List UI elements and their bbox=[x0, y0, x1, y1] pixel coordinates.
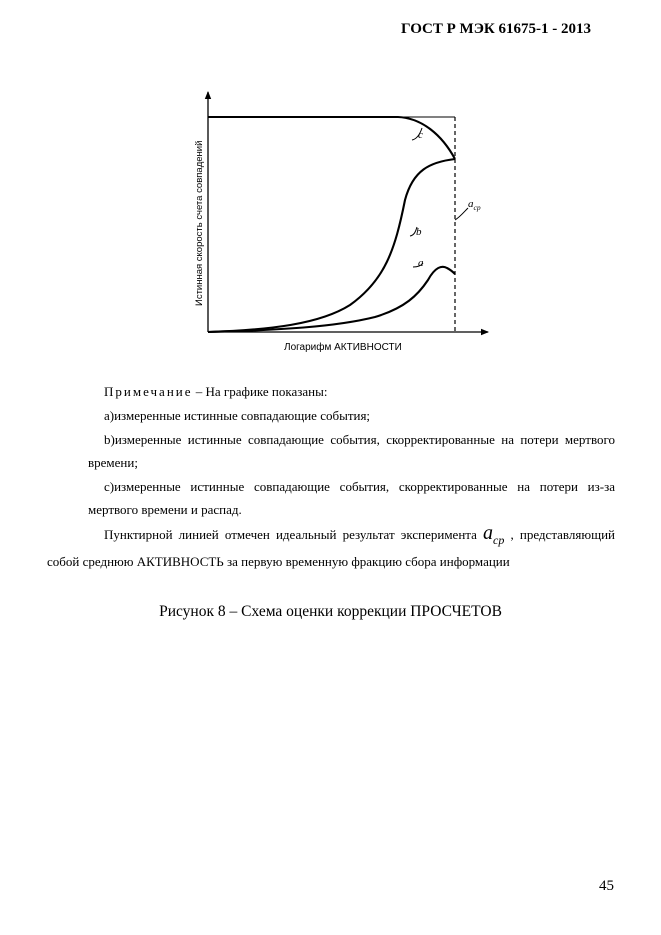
note-item-c-line2: мертвого времени и распад. bbox=[88, 502, 242, 517]
paragraph-line1-before: Пунктирной линией отмечен идеальный результат эксперимента bbox=[104, 527, 484, 542]
x-axis-label: Логарифм АКТИВНОСТИ bbox=[284, 342, 402, 353]
note-heading bbox=[104, 383, 327, 401]
paragraph-line1 bbox=[104, 524, 615, 549]
document-header: ГОСТ Р МЭК 61675-1 - 2013 bbox=[401, 21, 591, 37]
curve-label-b: b bbox=[416, 226, 422, 238]
paragraph-line2: собой среднюю АКТИВНОСТЬ за первую временную фракцию сбора информации bbox=[47, 554, 510, 569]
acp-symbol-sub: ср bbox=[493, 533, 505, 547]
note-item-b-line2: времени; bbox=[88, 455, 138, 470]
acp-label bbox=[468, 198, 481, 212]
y-axis-label: Истинная скорость счета совпадений bbox=[194, 140, 205, 306]
acp-label-sub: ср bbox=[473, 203, 481, 212]
note-item-b-line1: b)измеренные истинные совпадающие события, скорректированные на потери мертвого bbox=[104, 432, 615, 447]
figure-caption: Рисунок 8 – Схема оценки коррекции ПРОСЧЕТОВ bbox=[159, 603, 502, 620]
acp-label-base: a bbox=[468, 198, 474, 210]
note-item-c-line1: c)измеренные истинные совпадающие события, скорректированные на потери из-за bbox=[104, 479, 615, 494]
curve-label-a: a bbox=[418, 257, 424, 269]
note-item-a: а)измеренные истинные совпадающие события; bbox=[104, 408, 371, 423]
note-heading-rest: – На графике показаны: bbox=[192, 384, 328, 399]
paragraph-line1-after: , представляющий bbox=[504, 527, 615, 542]
figure-diagram bbox=[160, 80, 500, 360]
curve-b bbox=[208, 159, 455, 332]
curve-a bbox=[208, 267, 455, 332]
label-acp-leader bbox=[455, 208, 468, 220]
curve-label-c: c bbox=[418, 129, 423, 141]
acp-symbol-base: a bbox=[483, 522, 494, 544]
page-number: 45 bbox=[599, 878, 614, 894]
note-heading-word: Примечание bbox=[104, 384, 193, 399]
acp-symbol bbox=[483, 522, 505, 547]
